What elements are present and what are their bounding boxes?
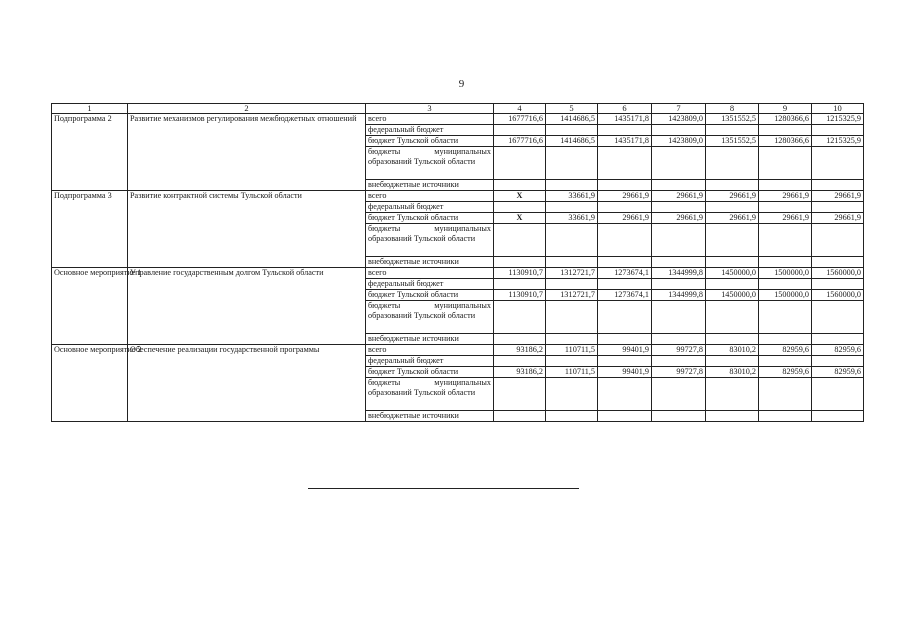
value-cell (812, 202, 864, 213)
value-cell: 1280366,6 (759, 114, 812, 125)
column-header: 8 (706, 104, 759, 114)
value-cell (706, 180, 759, 191)
value-cell: 1677716,6 (494, 136, 546, 147)
value-cell (706, 356, 759, 367)
funding-source: бюджеты муниципальных образований Тульской области (366, 378, 494, 411)
value-cell: 33661,9 (546, 213, 598, 224)
value-cell: 1215325,9 (812, 114, 864, 125)
value-cell (546, 411, 598, 422)
column-header: 2 (128, 104, 366, 114)
funding-source: бюджеты муниципальных образований Тульской области (366, 301, 494, 334)
value-cell: 1450000,0 (706, 268, 759, 279)
value-cell: 83010,2 (706, 367, 759, 378)
funding-source: бюджет Тульской области (366, 213, 494, 224)
funding-source: всего (366, 268, 494, 279)
value-cell: 1450000,0 (706, 290, 759, 301)
value-cell (706, 224, 759, 257)
value-cell: 1344999,8 (652, 268, 706, 279)
column-header: 10 (812, 104, 864, 114)
column-header: 5 (546, 104, 598, 114)
value-cell: 1280366,6 (759, 136, 812, 147)
value-cell (546, 202, 598, 213)
value-cell: 1351552,5 (706, 136, 759, 147)
funding-source: всего (366, 114, 494, 125)
value-cell (494, 147, 546, 180)
value-cell (652, 356, 706, 367)
value-cell: 110711,5 (546, 367, 598, 378)
value-cell: X (494, 191, 546, 202)
funding-source: бюджет Тульской области (366, 290, 494, 301)
value-cell (494, 202, 546, 213)
value-cell: 82959,6 (759, 367, 812, 378)
funding-source: федеральный бюджет (366, 279, 494, 290)
value-cell (494, 411, 546, 422)
value-cell (759, 125, 812, 136)
value-cell (652, 125, 706, 136)
value-cell (598, 411, 652, 422)
value-cell: 33661,9 (546, 191, 598, 202)
header-row (52, 104, 864, 114)
value-cell: 93186,2 (494, 367, 546, 378)
value-cell: 29661,9 (759, 191, 812, 202)
value-cell (706, 411, 759, 422)
table-row (52, 114, 864, 125)
value-cell (812, 257, 864, 268)
value-cell: 1560000,0 (812, 268, 864, 279)
value-cell (706, 125, 759, 136)
value-cell (598, 334, 652, 345)
column-header: 9 (759, 104, 812, 114)
value-cell (759, 202, 812, 213)
value-cell: 99727,8 (652, 367, 706, 378)
value-cell (812, 334, 864, 345)
table-row (52, 345, 864, 356)
value-cell (494, 224, 546, 257)
value-cell (652, 334, 706, 345)
value-cell: 1423809,0 (652, 114, 706, 125)
value-cell: 29661,9 (706, 213, 759, 224)
page-number: 9 (458, 78, 465, 90)
value-cell (598, 356, 652, 367)
value-cell (706, 257, 759, 268)
value-cell (706, 147, 759, 180)
value-cell (546, 224, 598, 257)
funding-source: всего (366, 345, 494, 356)
signature-line (308, 488, 579, 489)
value-cell (598, 125, 652, 136)
value-cell (546, 180, 598, 191)
value-cell: 82959,6 (812, 367, 864, 378)
value-cell (706, 301, 759, 334)
value-cell: 1215325,9 (812, 136, 864, 147)
program-code: Подпрограмма 3 (52, 191, 128, 268)
value-cell (546, 301, 598, 334)
value-cell: 1500000,0 (759, 268, 812, 279)
value-cell: 1414686,5 (546, 114, 598, 125)
value-cell (494, 125, 546, 136)
value-cell (494, 279, 546, 290)
value-cell (812, 356, 864, 367)
value-cell (494, 301, 546, 334)
value-cell (598, 279, 652, 290)
funding-source: внебюджетные источники (366, 180, 494, 191)
value-cell (812, 378, 864, 411)
funding-source: федеральный бюджет (366, 202, 494, 213)
value-cell (759, 356, 812, 367)
value-cell (546, 147, 598, 180)
value-cell (706, 334, 759, 345)
value-cell (759, 224, 812, 257)
value-cell (759, 301, 812, 334)
value-cell: 1130910,7 (494, 290, 546, 301)
column-header: 1 (52, 104, 128, 114)
value-cell (494, 334, 546, 345)
value-cell: 110711,5 (546, 345, 598, 356)
value-cell: 83010,2 (706, 345, 759, 356)
column-header: 4 (494, 104, 546, 114)
column-header: 3 (366, 104, 494, 114)
value-cell: 93186,2 (494, 345, 546, 356)
value-cell (652, 224, 706, 257)
value-cell (759, 257, 812, 268)
value-cell (546, 356, 598, 367)
value-cell (546, 279, 598, 290)
value-cell: 29661,9 (812, 213, 864, 224)
value-cell: X (494, 213, 546, 224)
value-cell (652, 279, 706, 290)
program-name: Развитие контрактной системы Тульской области (128, 191, 366, 268)
value-cell (652, 301, 706, 334)
value-cell (812, 411, 864, 422)
program-code: Основное мероприятие 2 (52, 345, 128, 422)
value-cell (759, 411, 812, 422)
funding-source: всего (366, 191, 494, 202)
value-cell: 1500000,0 (759, 290, 812, 301)
value-cell (759, 334, 812, 345)
value-cell (706, 378, 759, 411)
program-name: Обеспечение реализации государственной программы (128, 345, 366, 422)
value-cell (546, 257, 598, 268)
value-cell (652, 378, 706, 411)
value-cell (706, 279, 759, 290)
funding-source: внебюджетные источники (366, 334, 494, 345)
value-cell: 29661,9 (706, 191, 759, 202)
value-cell: 1423809,0 (652, 136, 706, 147)
value-cell (706, 202, 759, 213)
funding-source: федеральный бюджет (366, 356, 494, 367)
value-cell: 99401,9 (598, 367, 652, 378)
value-cell (598, 224, 652, 257)
value-cell (494, 257, 546, 268)
value-cell: 1351552,5 (706, 114, 759, 125)
table-row (52, 268, 864, 279)
value-cell (598, 180, 652, 191)
value-cell (598, 378, 652, 411)
value-cell: 1312721,7 (546, 290, 598, 301)
value-cell: 29661,9 (759, 213, 812, 224)
value-cell (812, 180, 864, 191)
value-cell: 29661,9 (652, 213, 706, 224)
value-cell (598, 257, 652, 268)
value-cell (546, 125, 598, 136)
funding-source: внебюджетные источники (366, 257, 494, 268)
program-code: Основное мероприятие 1 (52, 268, 128, 345)
value-cell (598, 301, 652, 334)
value-cell (759, 279, 812, 290)
value-cell (652, 147, 706, 180)
value-cell (494, 378, 546, 411)
value-cell (598, 202, 652, 213)
value-cell (652, 202, 706, 213)
value-cell: 1273674,1 (598, 290, 652, 301)
program-code: Подпрограмма 2 (52, 114, 128, 191)
value-cell: 82959,6 (812, 345, 864, 356)
value-cell: 99401,9 (598, 345, 652, 356)
value-cell (759, 180, 812, 191)
funding-source: внебюджетные источники (366, 411, 494, 422)
value-cell: 1312721,7 (546, 268, 598, 279)
budget-table (51, 103, 864, 422)
value-cell (652, 411, 706, 422)
value-cell: 29661,9 (652, 191, 706, 202)
value-cell: 1677716,6 (494, 114, 546, 125)
funding-source: бюджеты муниципальных образований Тульской области (366, 147, 494, 180)
value-cell: 1414686,5 (546, 136, 598, 147)
value-cell (652, 257, 706, 268)
value-cell: 1344999,8 (652, 290, 706, 301)
value-cell (652, 180, 706, 191)
value-cell: 1130910,7 (494, 268, 546, 279)
program-name: Управление государственным долгом Тульской области (128, 268, 366, 345)
value-cell: 82959,6 (759, 345, 812, 356)
value-cell: 29661,9 (812, 191, 864, 202)
value-cell (759, 147, 812, 180)
value-cell: 1435171,8 (598, 136, 652, 147)
program-name: Развитие механизмов регулирования межбюджетных отношений (128, 114, 366, 191)
funding-source: бюджет Тульской области (366, 136, 494, 147)
funding-source: федеральный бюджет (366, 125, 494, 136)
value-cell: 29661,9 (598, 191, 652, 202)
value-cell (812, 125, 864, 136)
column-header: 6 (598, 104, 652, 114)
value-cell (494, 180, 546, 191)
value-cell: 29661,9 (598, 213, 652, 224)
value-cell (812, 301, 864, 334)
value-cell (546, 378, 598, 411)
value-cell (812, 147, 864, 180)
funding-source: бюджет Тульской области (366, 367, 494, 378)
value-cell (759, 378, 812, 411)
value-cell (812, 224, 864, 257)
table-row (52, 191, 864, 202)
value-cell: 1273674,1 (598, 268, 652, 279)
value-cell: 1560000,0 (812, 290, 864, 301)
value-cell (494, 356, 546, 367)
value-cell: 1435171,8 (598, 114, 652, 125)
value-cell (812, 279, 864, 290)
value-cell: 99727,8 (652, 345, 706, 356)
table-body (52, 114, 864, 422)
value-cell (546, 334, 598, 345)
funding-source: бюджеты муниципальных образований Тульской области (366, 224, 494, 257)
value-cell (598, 147, 652, 180)
column-header: 7 (652, 104, 706, 114)
